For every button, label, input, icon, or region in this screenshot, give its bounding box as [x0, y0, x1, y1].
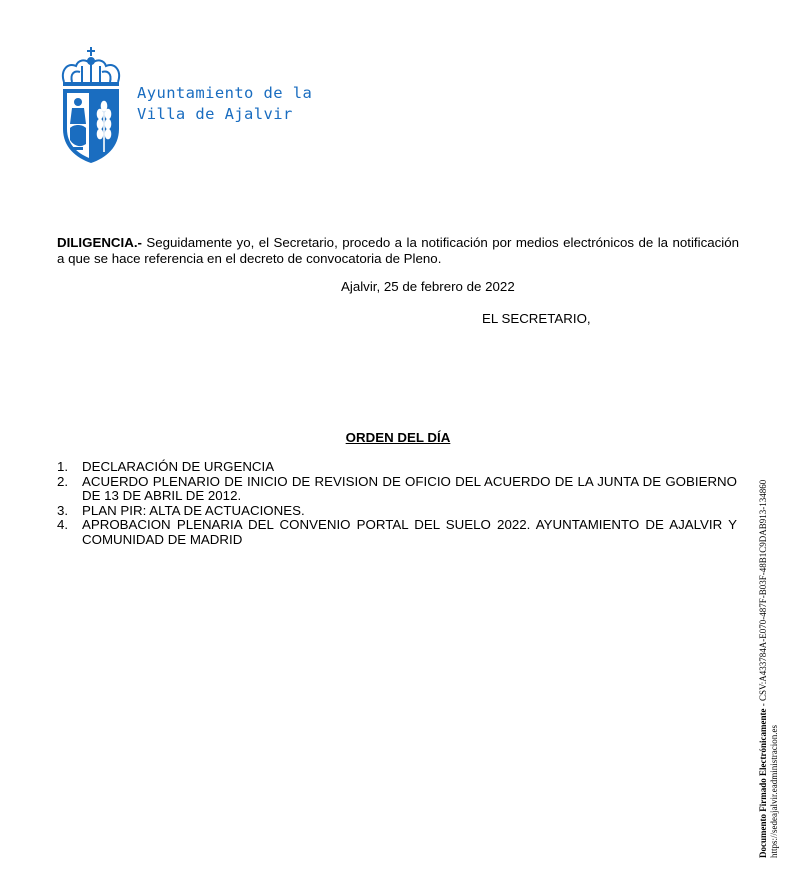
agenda-item: [57, 504, 737, 519]
stamp-csv: - CSV:A433784A-E070-487F-B03F-48B1C9DAB913-134860: [758, 479, 768, 709]
stamp-label: Documento Firmado Electrónicamente: [758, 708, 768, 858]
agenda-item-number: 4.: [57, 517, 69, 533]
coat-of-arms-icon: [58, 44, 128, 166]
agenda-item: [57, 460, 737, 475]
agenda-item-number: 3.: [57, 502, 69, 518]
agenda-list: [57, 460, 737, 548]
agenda-item-number: 2.: [57, 473, 69, 489]
municipality-name: [137, 83, 312, 125]
municipal-coat-of-arms: [58, 44, 128, 166]
signer-title: EL SECRETARIO,: [482, 311, 591, 326]
agenda-item-text: PLAN PIR: ALTA DE ACTUACIONES.: [82, 502, 305, 518]
diligencia-label: DILIGENCIA.-: [57, 235, 142, 250]
brand-line-2: Villa de Ajalvir: [137, 105, 293, 123]
stamp-url: https://sedeajalvir.eadministracion.es: [769, 725, 779, 858]
agenda-item: [57, 518, 737, 547]
agenda-item: [57, 475, 737, 504]
electronic-signature-stamp: [758, 480, 780, 858]
agenda-item-number: 1.: [57, 459, 69, 474]
agenda-item-text: DECLARACIÓN DE URGENCIA: [82, 459, 275, 474]
brand-line-1: Ayuntamiento de la: [137, 84, 313, 102]
agenda-title: ORDEN DEL DÍA: [345, 430, 451, 445]
diligencia-paragraph: [57, 235, 739, 267]
place-date: Ajalvir, 25 de febrero de 2022: [341, 279, 515, 294]
agenda-item-text: ACUERDO PLENARIO DE INICIO DE REVISION DE OFICIO DEL ACUERDO DE LA JUNTA DE GOBIERNO DE 13 DE ABRIL DE 2012.: [82, 473, 737, 504]
agenda-item-text: APROBACION PLENARIA DEL CONVENIO PORTAL DEL SUELO 2022. AYUNTAMIENTO DE AJALVIR Y COMUNIDAD DE MADRID: [82, 517, 737, 547]
diligencia-text: Seguidamente yo, el Secretario, procedo a la notificación por medios electrónicos de la notificación a que se hace referencia en el decreto de convocatoria de Pleno.: [57, 235, 739, 266]
